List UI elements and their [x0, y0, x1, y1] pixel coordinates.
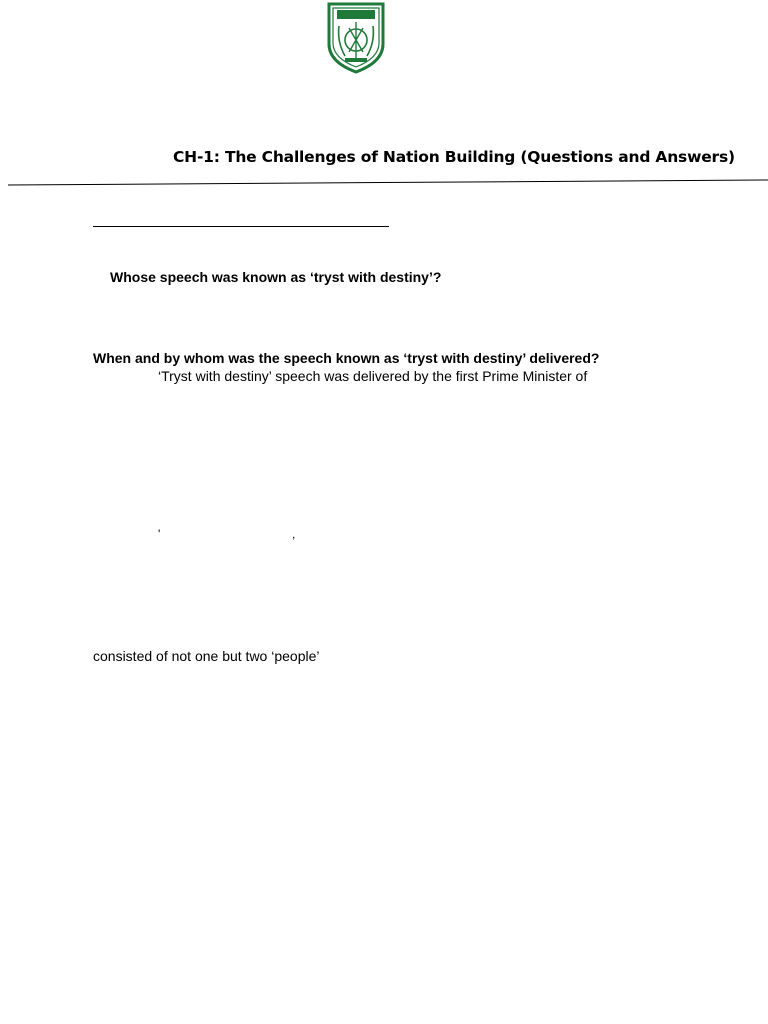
header-divider — [0, 179, 768, 187]
stray-mark: ' — [158, 527, 161, 541]
stray-mark: , — [292, 527, 296, 541]
name-blank-line — [93, 226, 389, 227]
answer-2-fragment: ‘Tryst with destiny’ speech was delivered by the first Prime Minister of — [158, 368, 588, 384]
text-fragment: consisted of not one but two ‘people’ — [93, 648, 320, 664]
question-1: Whose speech was known as ‘tryst with destiny’? — [110, 269, 442, 285]
school-emblem-logo — [325, 0, 387, 74]
question-2: When and by whom was the speech known as ‘tryst with destiny’ delivered? — [93, 350, 600, 366]
page-title: CH-1: The Challenges of Nation Building (Questions and Answers) — [173, 148, 735, 166]
